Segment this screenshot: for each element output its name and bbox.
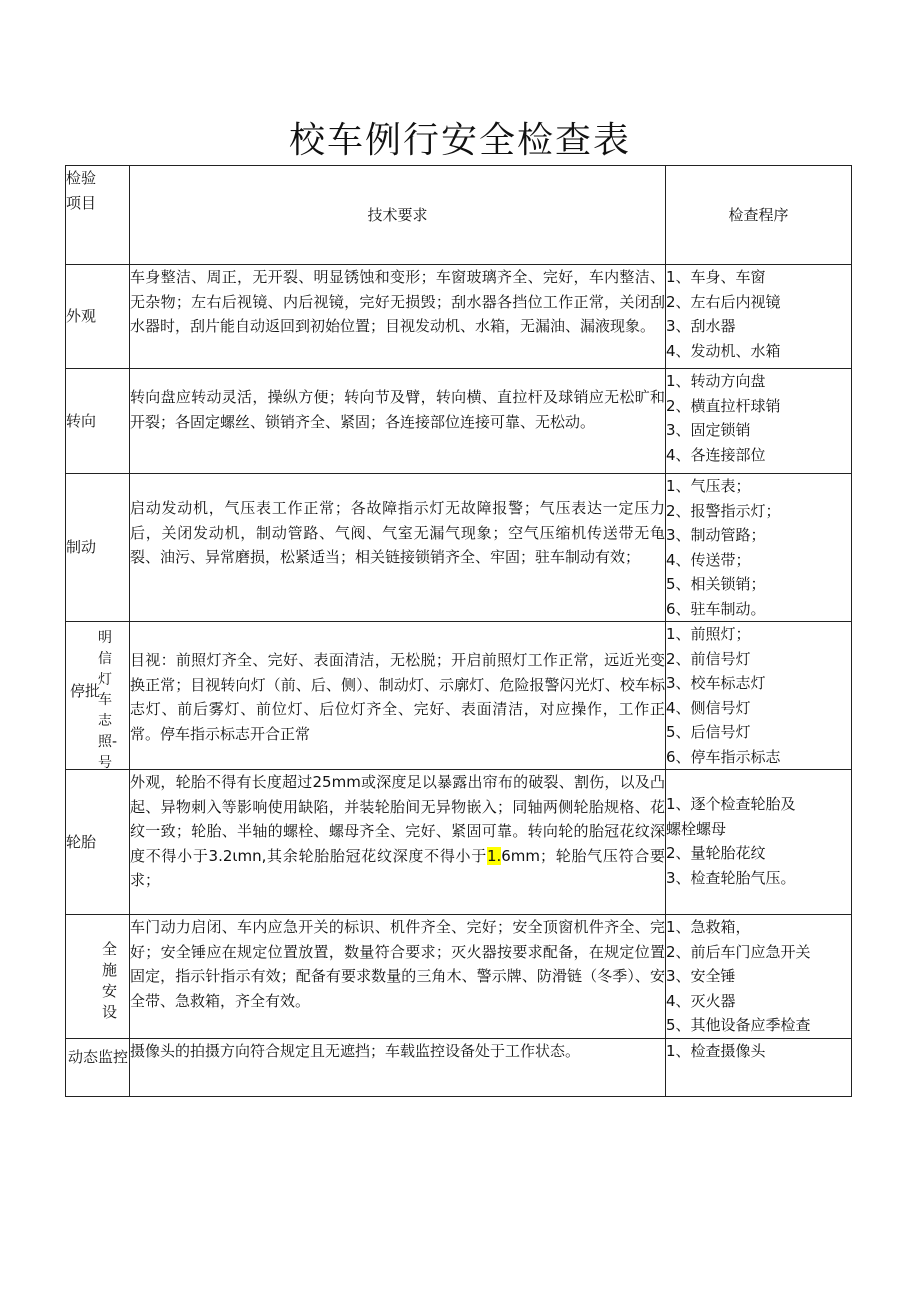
procedure-item: 2、报警指示灯； [666,501,781,520]
item-cell: 外观 [66,265,130,369]
procedure-cell [666,369,852,474]
highlighted-text: 1. [486,846,502,865]
header-proc-cell: 检查程序 [666,166,852,265]
procedure-item: 5、后信号灯 [666,723,751,741]
inspection-table [65,165,852,1097]
procedure-cell [666,265,852,369]
procedure-item: 4、灭火器 [666,991,736,1010]
procedure-item: 5、其他设备应季检查 [666,1016,811,1034]
procedure-item: 2、左右后内视镜 [666,292,781,311]
item-cell [66,622,130,770]
procedure-item: 1、车身、车窗 [666,268,766,286]
procedure-item: 2、量轮胎花纹 [666,844,766,862]
procedure-item: 1、检查摄像头 [666,1041,766,1060]
procedure-cell [666,915,852,1039]
procedure-item: 1、气压表； [666,477,751,495]
item-label-facilities: 全施安设 [102,940,118,1021]
item-cell [66,915,130,1039]
table-row-monitoring [66,1038,852,1096]
procedure-item: 1、急救箱， [666,918,751,936]
procedure-item: 3、校车标志灯 [666,674,766,692]
procedure-item: 3、刮水器 [666,317,736,335]
procedure-item: 3、制动管路； [666,526,766,544]
procedure-item: 2、前信号灯 [666,649,751,668]
requirement-cell: 车身整洁、周正，无开裂、明显锈蚀和变形；车窗玻璃齐全、完好，车内整洁、无杂物；左右后视镜、内后视镜，完好无损毁；刮水器各挡位工作正常，关闭刮水器时，刮片能自动返回到初始位置；目视发动机、水箱，无漏油、漏液现象。 [130,265,666,369]
item-cell: 制动 [66,474,130,622]
procedure-item: 4、传送带； [666,550,751,569]
item-cell: 动态监控 [66,1038,130,1096]
requirement-cell: 启动发动机，气压表工作正常；各故障指示灯无故障报警；气压表达一定压力后，关闭发动机，制动管路、气阀、气室无漏气现象；空气压缩机传送带无龟裂、油污、异常磨损，松紧适当；相关链接锁销齐全、牢固；驻车制动有效； [130,474,666,622]
requirement-cell: 车门动力启闭、车内应急开关的标识、机件齐全、完好；安全顶窗机件齐全、完好；安全锤应在规定位置放置，数量符合要求；灭火器按要求配备，在规定位置固定，指示针指示有效；配备有要求数量的三角木、警示牌、防滑链（冬季）、安全带、急救箱，齐全有效。 [130,915,666,1039]
procedure-cell [666,1038,852,1096]
table-row-lights [66,622,852,770]
requirement-text: 外观，轮胎不得有长度超过25mm或深度足以暴露出帘布的破裂、割伤，以及凸起、异物刺入等影响使用缺陷，并装轮胎间无异物嵌入；同轴两侧轮胎规格、花纹一致；轮胎、半轴的螺栓、螺母齐全、完好、紧固可靠。转向轮的胎冠花纹深度不得小于3.2ιmn,其余轮胎胎冠花纹深度不得小于 [130,773,665,865]
procedure-item: 3、固定锁销 [666,421,751,439]
table-row-appearance [66,265,852,369]
requirement-text-end: 6mm；轮胎气压符合要求； [130,846,665,889]
procedure-cell [666,622,852,770]
procedure-item: 螺栓螺母 [666,819,727,838]
procedure-item: 2、前后车门应急开关 [666,942,811,961]
procedure-item: 6、驻车制动。 [666,599,766,618]
procedure-item: 1、前照灯； [666,625,751,643]
table-row-tires [66,770,852,915]
procedure-item: 2、横直拉杆球销 [666,396,781,415]
item-label-lights-column: 明信灯车志照-号 [98,630,118,771]
procedure-item: 4、侧信号灯 [666,698,751,717]
page-title: 校车例行安全检查表 [288,120,631,161]
item-label-lights-side: 停批 [70,682,101,700]
procedure-item: 1、转动方向盘 [666,372,766,390]
header-tech-cell: 技术要求 [130,166,666,265]
header-item-cell [66,166,130,265]
procedure-item: 4、发动机、水箱 [666,341,781,360]
procedure-item: 3、检查轮胎气压。 [666,868,796,887]
procedure-item: 3、安全锤 [666,967,736,985]
procedure-cell [666,770,852,915]
table-row-safety-facilities [66,915,852,1039]
table-row-brake [66,474,852,622]
requirement-cell: 摄像头的拍摄方向符合规定且无遮挡；车载监控设备处于工作状态。 [130,1038,666,1096]
procedure-item: 5、相关锁销； [666,575,766,593]
header-item-line2: 项目 [66,193,97,212]
procedure-item: 4、各连接部位 [666,445,766,464]
procedure-item: 1、逐个检查轮胎及 [666,795,796,813]
requirement-cell: 目视：前照灯齐全、完好、表面清洁，无松脱；开启前照灯工作正常，远近光变换正常；目视转向灯（前、后、侧）、制动灯、示廓灯、危险报警闪光灯、校车标志灯、前后雾灯、前位灯、后位灯齐全、完好、表面清洁，对应操作，工作正常。停车指示标志开合正常 [130,622,666,770]
header-row [66,166,852,265]
item-cell: 轮胎 [66,770,130,915]
procedure-cell [666,474,852,622]
requirement-cell: 转向盘应转动灵活，操纵方便；转向节及臂，转向横、直拉杆及球销应无松旷和开裂；各固定螺丝、锁销齐全、紧固；各连接部位连接可靠、无松动。 [130,369,666,474]
requirement-cell [130,770,666,915]
item-cell: 转向 [66,369,130,474]
procedure-item: 6、停车指示标志 [666,747,781,766]
header-item-line1: 检验 [66,169,97,187]
table-row-steering [66,369,852,474]
